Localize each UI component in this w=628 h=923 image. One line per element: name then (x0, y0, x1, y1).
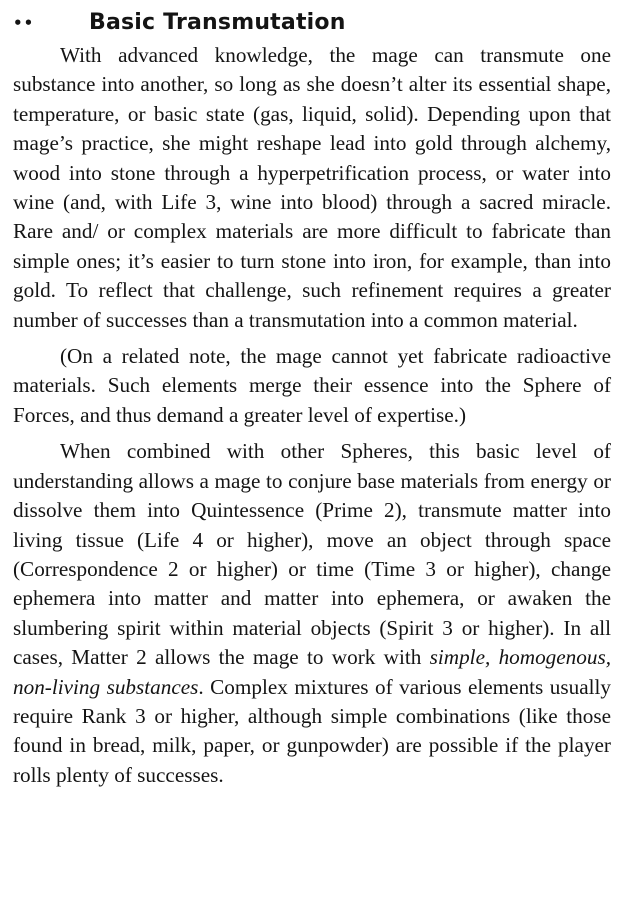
paragraph-radioactive-note: (On a related note, the mage cannot yet fabricate radioactive materials. Such elements merge their essence into the Sphere of Forces, and thus demand a greater level of expertise.) (13, 344, 611, 427)
section-title: Basic Transmutation (89, 10, 346, 35)
section-heading (13, 6, 611, 40)
paragraph-transmutation-intro: With advanced knowledge, the mage can transmute one substance into another, so long as she doesn’t alter its essential shape, temperature, or basic state (gas, liquid, solid). Depending upon that mage’s practice, she might reshape lead into gold through alchemy, wood into stone through a hyperpetrification process, or water into wine (and, with Life 3, wine into blood) through a sacred miracle. Rare and/ or complex materials are more difficult to fabricate than simple ones; it’s easier to turn stone into iron, for example, than into gold. To reflect that challenge, such refinement requires a greater number of successes than a transmutation into a common material. (13, 43, 611, 332)
rulebook-page (13, 6, 611, 797)
paragraph-text-before: When combined with other Spheres, this basic level of understanding allows a mage to conjure base materials from energy or dissolve them into Quintessence (Prime 2), transmute matter into living tissue (Life 4 or higher), move an object through space (Correspondence 2 or higher) or time (Time 3 or higher), change ephemera into matter and matter into ephemera, or awaken the slumbering spirit within material objects (Spirit 3 or higher). In all cases, Matter 2 allows the mage to work with (13, 439, 611, 670)
rank-dots: •• (13, 13, 35, 32)
paragraph-combined-spheres (13, 437, 611, 790)
emphasized-phrase: simple, homogenous, non-living substances (13, 645, 611, 699)
paragraph-text-after: . Complex mixtures of various elements usually require Rank 3 or higher, although simple combinations (like those found in bread, milk, paper, or gunpowder) are possible if the player rolls plenty of successes. (13, 674, 611, 787)
